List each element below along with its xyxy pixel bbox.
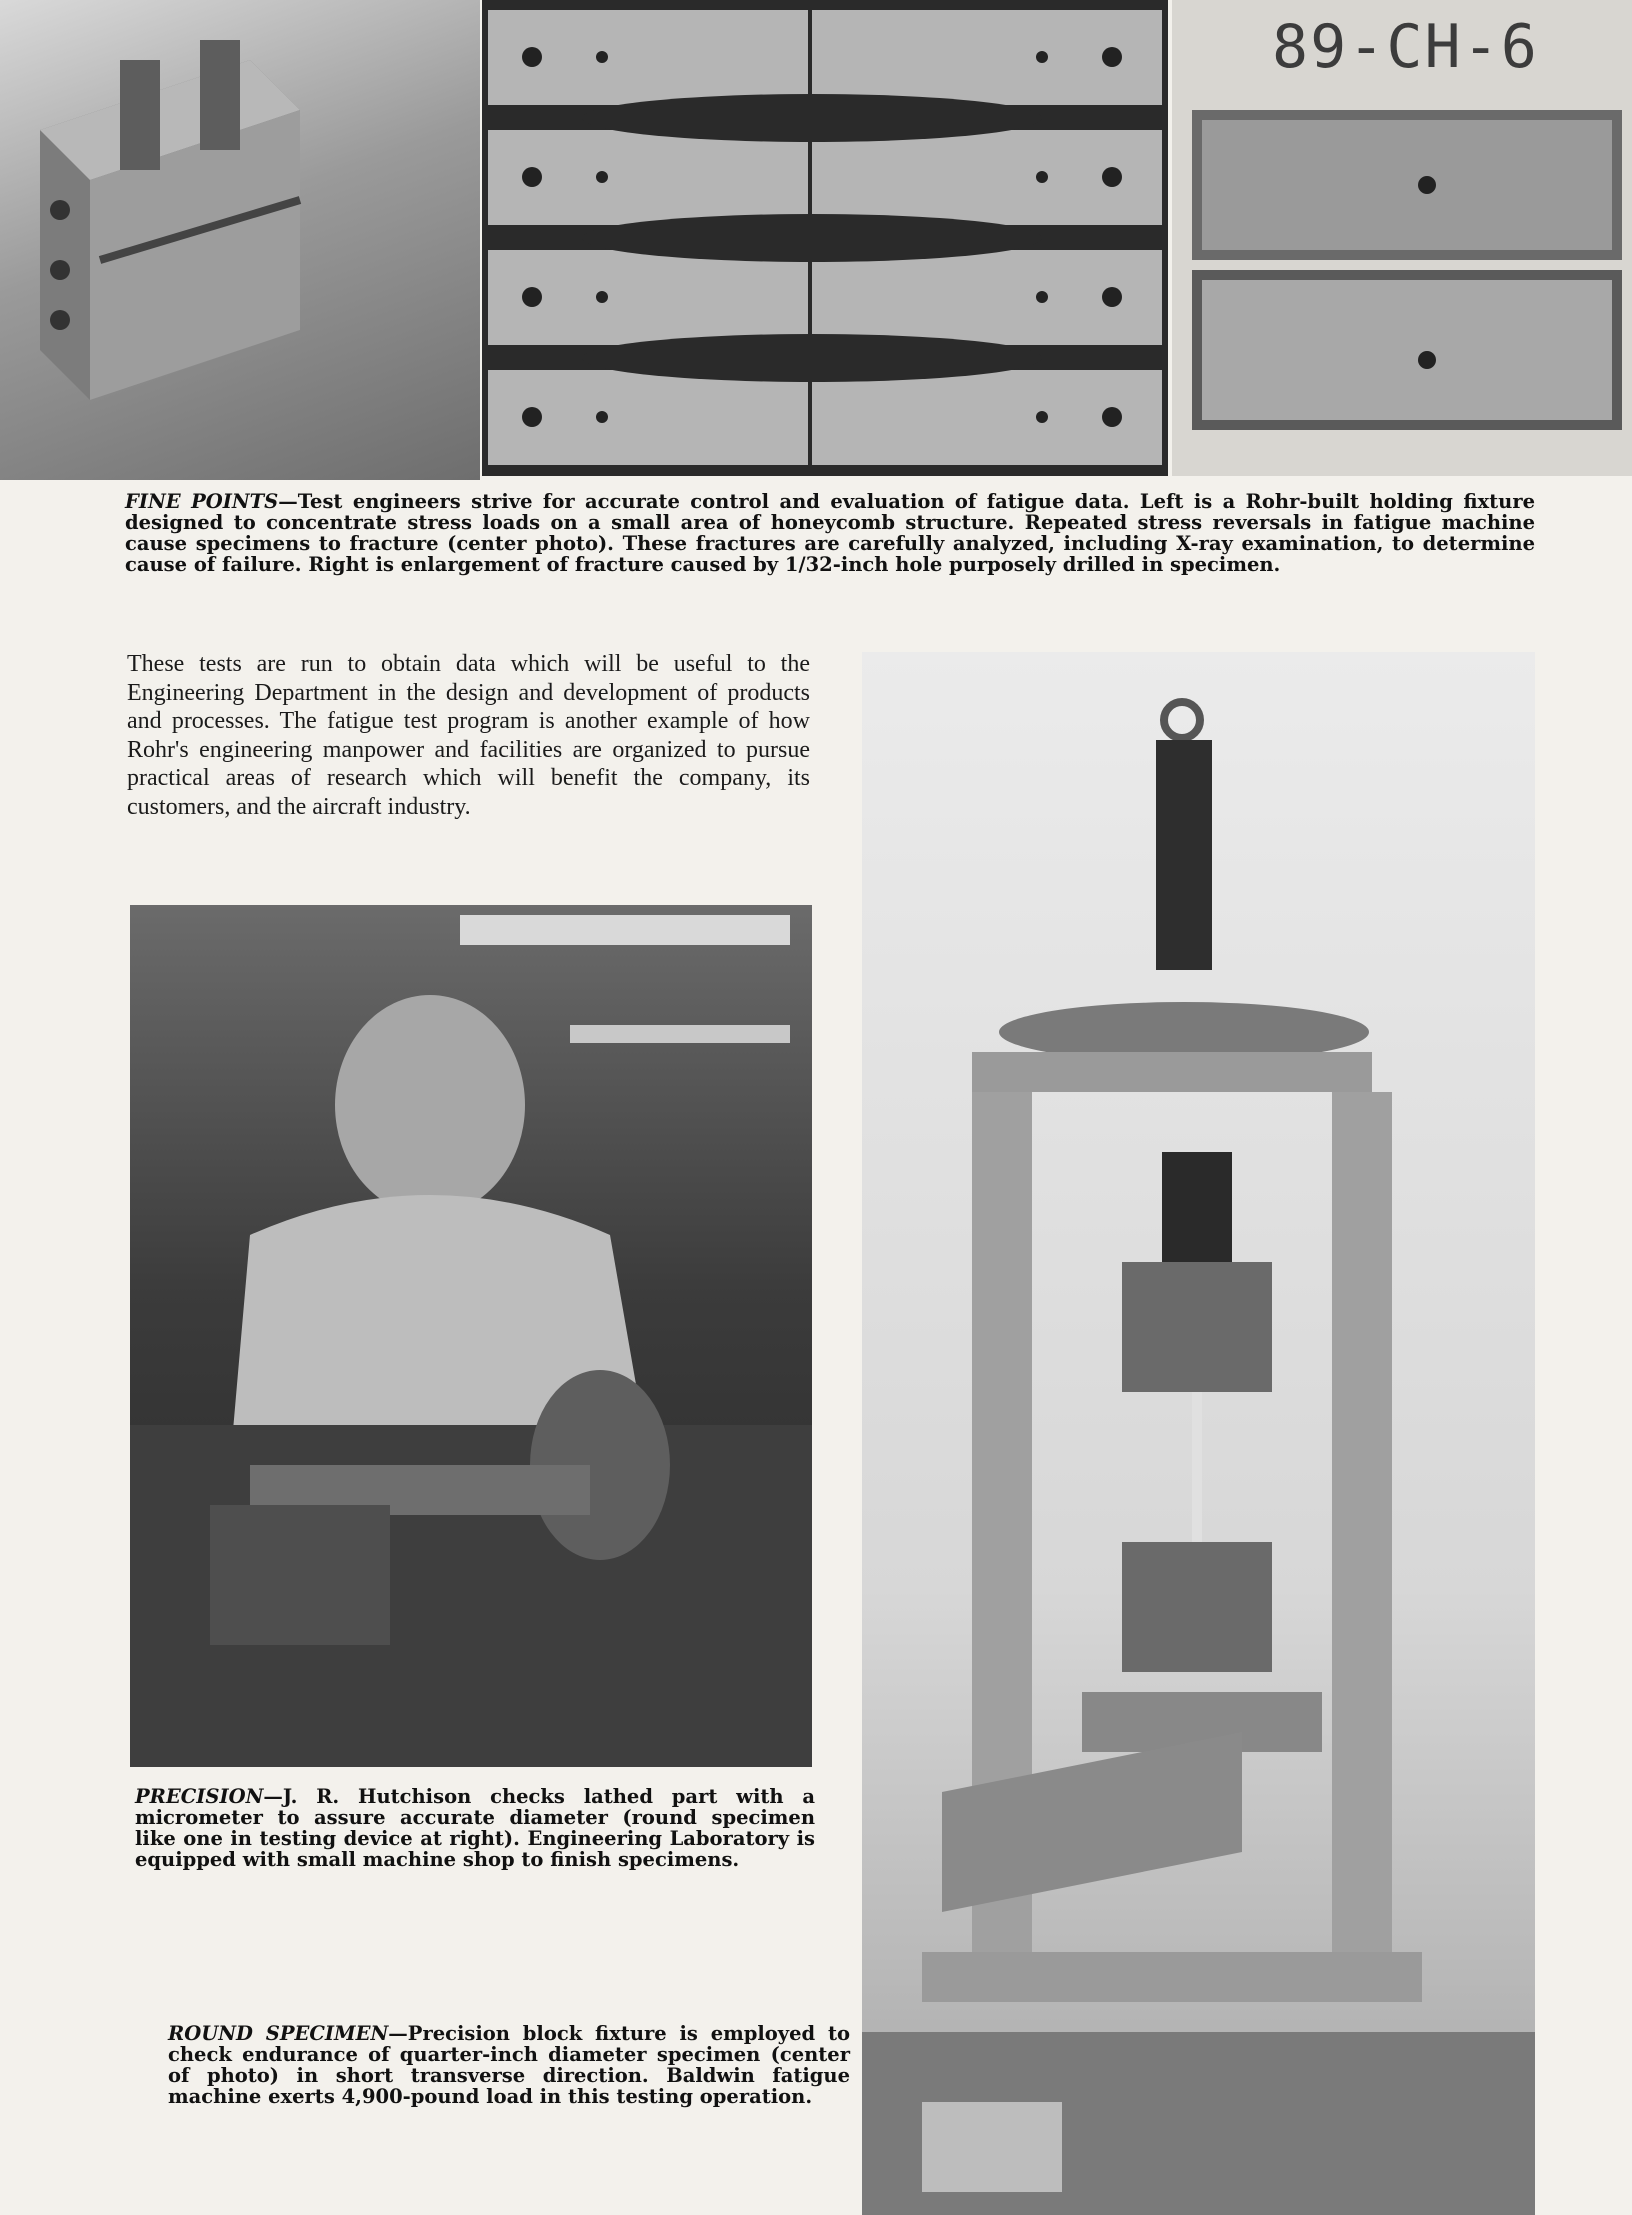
caption-text: —Precision block fixture is employed to check endurance of quarter-inch diameter specimen (center of photo) in short transverse direction. Baldwin fatigue machine exerts 4,900-pound load in this testing operation. xyxy=(168,2022,850,2108)
caption-text: —Test engineers strive for accurate control and evaluation of fatigue data. Left is a Rohr-built holding fixture designed to concentrate stress loads on a small area of honeycomb structure. Repeated stress reversals in fatigue machine cause specimens to fracture (center photo). These fractures are carefully analyzed, including X-ray examination, to determine cause of failure. Right is enlargement of fracture caused by 1/32-inch hole purposely drilled in specimen. xyxy=(125,490,1535,576)
machinist-photo xyxy=(130,905,812,1767)
fixture-photo xyxy=(0,0,480,480)
caption-text: —J. R. Hutchison checks lathed part with a micrometer to assure accurate diameter (round specimen like one in testing device at right). Engineering Laboratory is equipped with small machine shop to finish specimens. xyxy=(135,1785,815,1871)
specimens-photo xyxy=(482,0,1168,476)
fatigue-machine-photo xyxy=(862,652,1535,2215)
specimen-stamp-label: 89-CH-6 xyxy=(1272,12,1539,82)
fine-points-caption xyxy=(125,491,1535,575)
caption-label: FINE POINTS xyxy=(125,490,279,513)
caption-label: ROUND SPECIMEN xyxy=(168,2022,389,2045)
caption-label: PRECISION xyxy=(135,1785,264,1808)
body-paragraph: These tests are run to obtain data which will be useful to the Engineering Department in the design and development of products and processes. The fatigue test program is another example of how Rohr's engineering manpower and facilities are organized to pursue practical areas of research which will benefit the company, its customers, and the aircraft industry. xyxy=(127,651,810,820)
precision-caption xyxy=(135,1786,815,1870)
fracture-photo xyxy=(1172,0,1632,476)
round-specimen-caption xyxy=(168,2023,850,2107)
